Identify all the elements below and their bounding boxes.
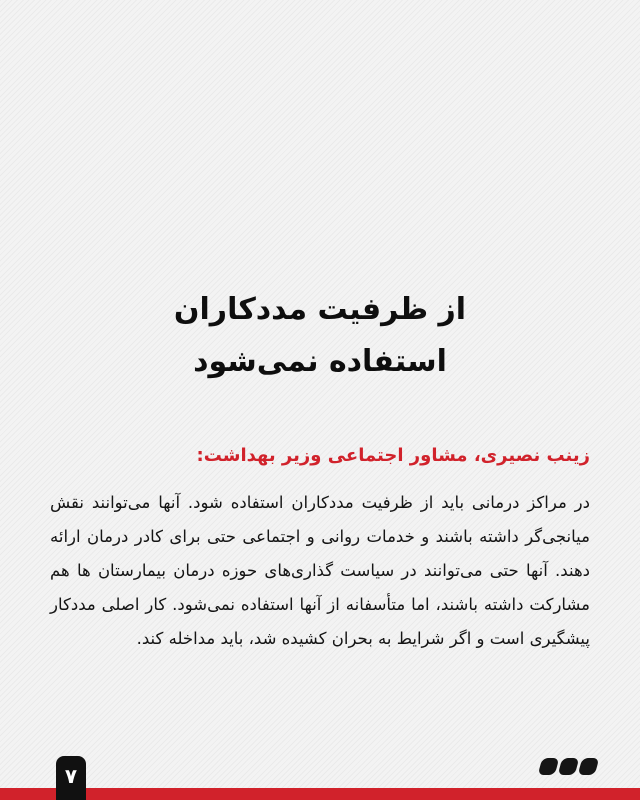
headline-line-1: از ظرفیت مددکاران (173, 292, 467, 327)
dot-shape (578, 758, 600, 775)
quote-attribution: زینب نصیری، مشاور اجتماعی وزیر بهداشت: (196, 445, 590, 466)
bottom-bar-badge-base (56, 788, 86, 800)
three-dots-icon (540, 758, 602, 776)
bottom-accent-bar (0, 788, 640, 800)
dot-shape (558, 758, 580, 775)
page-number-badge: ۷ (56, 756, 86, 800)
dot-shape (538, 758, 560, 775)
headline-line-2: استفاده نمی‌شود (193, 344, 447, 379)
headline (0, 284, 640, 388)
quote-body: در مراکز درمانی باید از ظرفیت مددکاران استفاده شود. آنها می‌توانند نقش میانجی‌گر داشته باشند و خدمات روانی و اجتماعی حتی برای کادر درمان ارائه دهند. آنها حتی می‌توانند در سیاست گذاری‌های حوزه درمان بیمارستان ها هم مشارکت داشته باشند، اما متأسفانه از آنها استفاده نمی‌شود. کار اصلی مددکار پیشگیری است و اگر شرایط به بحران کشیده شد، باید مداخله کند. (50, 493, 590, 648)
